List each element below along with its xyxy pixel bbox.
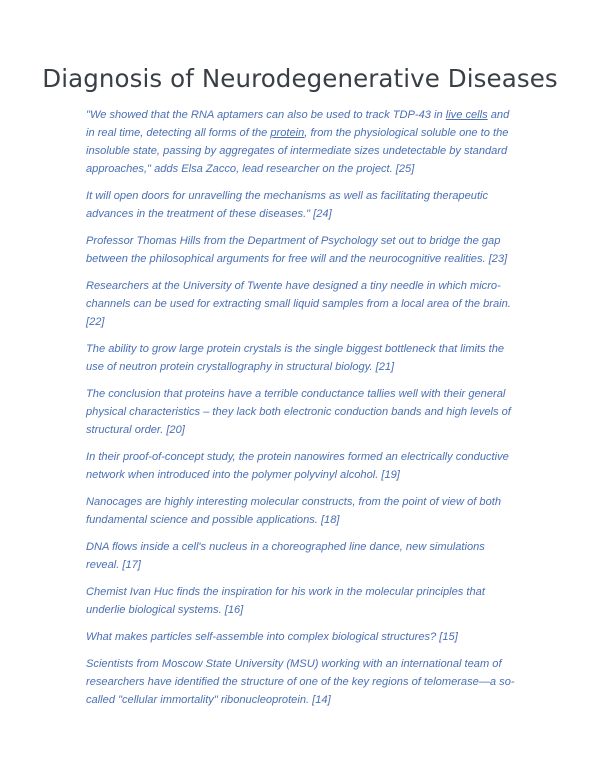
page-title: Diagnosis of Neurodegenerative Diseases: [42, 64, 558, 93]
paragraph: Researchers at the University of Twente have designed a tiny needle in which micro-channels can be used for extracting small liquid samples from a local area of the brain. [22]: [86, 280, 511, 328]
paragraph: It will open doors for unravelling the mechanisms as well as facilitating therapeutic advances in the treatment of these diseases." [24]: [86, 190, 489, 220]
paragraph: The conclusion that proteins have a terrible conductance tallies well with their general physical characteristics – they lack both electronic conduction bands and high levels of structural order. [20]: [86, 388, 511, 436]
paragraph-text: "We showed that the RNA aptamers can also be used to track TDP-43 in: [86, 109, 446, 121]
paragraph: Chemist Ivan Huc finds the inspiration for his work in the molecular principles that underlie biological systems. [16]: [86, 586, 485, 616]
paragraph: DNA flows inside a cell's nucleus in a choreographed line dance, new simulations reveal. [17]: [86, 541, 485, 571]
paragraph: Scientists from Moscow State University (MSU) working with an international team of researchers have identified the structure of one of the key regions of telomerase—a so-called "cellular immortality" ribonucleoprotein. [14]: [86, 658, 515, 706]
paragraph: Nanocages are highly interesting molecular constructs, from the point of view of both fundamental science and possible applications. [18]: [86, 496, 501, 526]
paragraph: [86, 106, 516, 178]
abstract-list: [86, 106, 516, 718]
paragraph-text: , from the physiological soluble one to the insoluble state, passing by aggregates of intermediate sizes undetectable by standard approaches," adds Elsa Zacco, lead researcher on the project. [25]: [86, 127, 509, 175]
live-cells-link[interactable]: live cells: [445, 109, 488, 121]
paragraph: In their proof-of-concept study, the protein nanowires formed an electrically conductive network when introduced into the polymer polyvinyl alcohol. [19]: [86, 451, 509, 481]
protein-link[interactable]: protein: [270, 127, 305, 139]
paragraph: What makes particles self-assemble into complex biological structures? [15]: [86, 631, 458, 643]
paragraph: Professor Thomas Hills from the Department of Psychology set out to bridge the gap between the philosophical arguments for free will and the neurocognitive realities. [23]: [86, 235, 508, 265]
paragraph-text: and in real time, detecting all forms of the: [86, 109, 510, 139]
paragraph: The ability to grow large protein crystals is the single biggest bottleneck that limits the use of neutron protein crystallography in structural biology. [21]: [86, 343, 505, 373]
